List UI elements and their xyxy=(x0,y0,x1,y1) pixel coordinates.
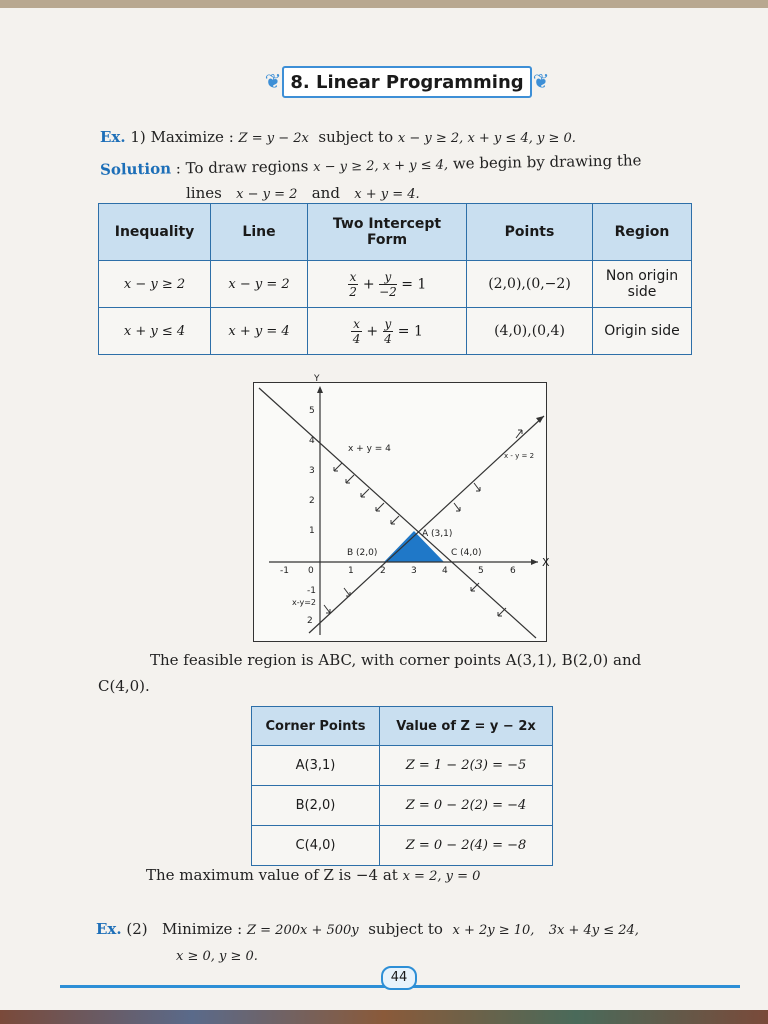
table-header-row xyxy=(252,707,553,746)
example-2-statement xyxy=(96,920,639,938)
column-header: Points xyxy=(467,204,593,261)
points-cell: (4,0),(0,4) xyxy=(467,308,593,355)
column-header: Line xyxy=(211,204,308,261)
corner-point-cell: C(4,0) xyxy=(252,826,380,866)
z-value-cell: Z = 1 − 2(3) = −5 xyxy=(380,746,553,786)
inequality-table xyxy=(98,203,692,355)
chapter-heading xyxy=(262,62,552,102)
intercept-form-cell: $\frac{x}{2}$ + $\frac{y}{-2}$ = 1 xyxy=(308,261,467,308)
objective-function: Z = y − 2x xyxy=(238,131,309,146)
minimize-text: Minimize : xyxy=(161,920,243,938)
x-tick: 6 xyxy=(510,566,516,576)
column-header: Two Intercept Form xyxy=(308,204,467,261)
x-axis-arrow-icon xyxy=(531,559,538,565)
and-text: and xyxy=(311,184,340,202)
chapter-title: 8. Linear Programming xyxy=(290,71,524,93)
ornament-left-icon: ❦ xyxy=(264,69,282,93)
z-value-cell: Z = 0 − 2(4) = −8 xyxy=(380,826,553,866)
line-1-eq: x − y = 2 xyxy=(236,187,298,202)
inequality-cell: x + y ≤ 4 xyxy=(99,308,211,355)
lines-text: lines xyxy=(186,184,222,202)
inequality-cell: x − y ≥ 2 xyxy=(99,261,211,308)
constraint-2: 3x + 4y ≤ 24, xyxy=(548,923,639,938)
solution-label: Solution xyxy=(99,159,172,179)
fraction: $\frac{x}{2}$ xyxy=(349,269,357,299)
x-tick: 2 xyxy=(380,566,386,576)
maximum-statement xyxy=(146,866,480,884)
subject-to-text: subject to xyxy=(318,128,394,146)
fraction: $\frac{y}{-2}$ xyxy=(379,269,397,299)
chapter-title-box xyxy=(282,66,532,98)
constraint-1: x + 2y ≥ 10, xyxy=(452,923,535,938)
table-row xyxy=(252,826,553,866)
y-tick: 5 xyxy=(309,406,315,416)
maximize-text: Maximize : xyxy=(150,128,234,146)
table-row xyxy=(252,786,553,826)
x-tick: 3 xyxy=(411,566,417,576)
line-2-eq: x + y = 4. xyxy=(354,187,420,202)
column-header: Inequality xyxy=(99,204,211,261)
y-tick: 4 xyxy=(309,436,315,446)
column-header: Region xyxy=(593,204,692,261)
solution-line-1 xyxy=(100,151,642,178)
table-row xyxy=(99,308,692,355)
solution-text-b: we begin by drawing the xyxy=(452,151,642,173)
x-axis-label: X xyxy=(542,556,550,569)
z-value-cell: Z = 0 − 2(2) = −4 xyxy=(380,786,553,826)
line-label: x-y=2 xyxy=(292,598,317,607)
point-c-label: C (4,0) xyxy=(451,548,482,558)
constraints: x − y ≥ 2, x + y ≤ 4, y ≥ 0. xyxy=(397,131,576,146)
fraction: $\frac{x}{4}$ xyxy=(352,316,361,346)
y-tick: 3 xyxy=(309,466,315,476)
corner-point-cell: A(3,1) xyxy=(252,746,380,786)
point-a-label: A (3,1) xyxy=(422,529,453,539)
column-header: Corner Points xyxy=(252,707,380,746)
constraint-3: x ≥ 0, y ≥ 0. xyxy=(176,949,258,964)
graph-svg xyxy=(254,374,550,641)
y-tick: -1 xyxy=(307,586,316,596)
corner-point-cell: B(2,0) xyxy=(252,786,380,826)
solution-intro: : To draw regions xyxy=(175,157,309,178)
example-label: Ex. xyxy=(96,920,122,938)
x-tick: -1 xyxy=(280,566,289,576)
x-tick: 1 xyxy=(348,566,354,576)
y-tick: 1 xyxy=(309,526,315,536)
example-number: 1) xyxy=(130,128,146,146)
line-cell: x − y = 2 xyxy=(211,261,308,308)
region-cell: Origin side xyxy=(593,308,692,355)
y-tick: 2 xyxy=(309,496,315,506)
feasible-text-2: C(4,0). xyxy=(98,677,150,695)
max-text: The maximum value of Z is −4 at xyxy=(146,866,398,884)
column-header: Value of Z = y − 2x xyxy=(380,707,553,746)
table-header-row xyxy=(99,204,692,261)
origin-label: 0 xyxy=(308,566,314,576)
example-2-constraints xyxy=(176,946,258,964)
solution-line-2 xyxy=(186,184,420,202)
subject-to-text: subject to xyxy=(368,920,443,938)
feasible-region-graph xyxy=(253,374,550,642)
objective-function: Z = 200x + 500y xyxy=(246,923,359,938)
corner-points-table xyxy=(251,706,553,866)
example-1-statement xyxy=(100,128,576,146)
intercept-form-cell: $\frac{x}{4}$ + $\frac{y}{4}$ = 1 xyxy=(308,308,467,355)
example-label: Ex. xyxy=(100,128,126,146)
ornament-right-icon: ❦ xyxy=(532,69,550,93)
fraction: $\frac{y}{4}$ xyxy=(384,316,392,346)
y-tick: 2 xyxy=(307,616,313,626)
line-label: x + y = 4 xyxy=(348,444,391,454)
region-cell: Non origin side xyxy=(593,261,692,308)
line-cell: x + y = 4 xyxy=(211,308,308,355)
point-b-label: B (2,0) xyxy=(347,548,378,558)
page-number: 44 xyxy=(381,966,417,990)
y-axis-arrow-icon xyxy=(317,386,323,393)
shading-arrows-right xyxy=(324,430,522,613)
x-tick: 5 xyxy=(478,566,484,576)
x-tick: 4 xyxy=(442,566,448,576)
solution-regions: x − y ≥ 2, x + y ≤ 4, xyxy=(313,157,449,176)
max-at: x = 2, y = 0 xyxy=(402,869,481,884)
points-cell: (2,0),(0,−2) xyxy=(467,261,593,308)
line-x-minus-y-2 xyxy=(309,416,544,633)
feasible-text-1: The feasible region is ABC, with corner points A(3,1), B(2,0) and xyxy=(150,651,642,669)
table-row xyxy=(252,746,553,786)
y-axis-label: Y xyxy=(314,374,320,384)
example-number: (2) xyxy=(126,920,148,938)
table-row xyxy=(99,261,692,308)
line-label: x - y = 2 xyxy=(504,452,535,460)
